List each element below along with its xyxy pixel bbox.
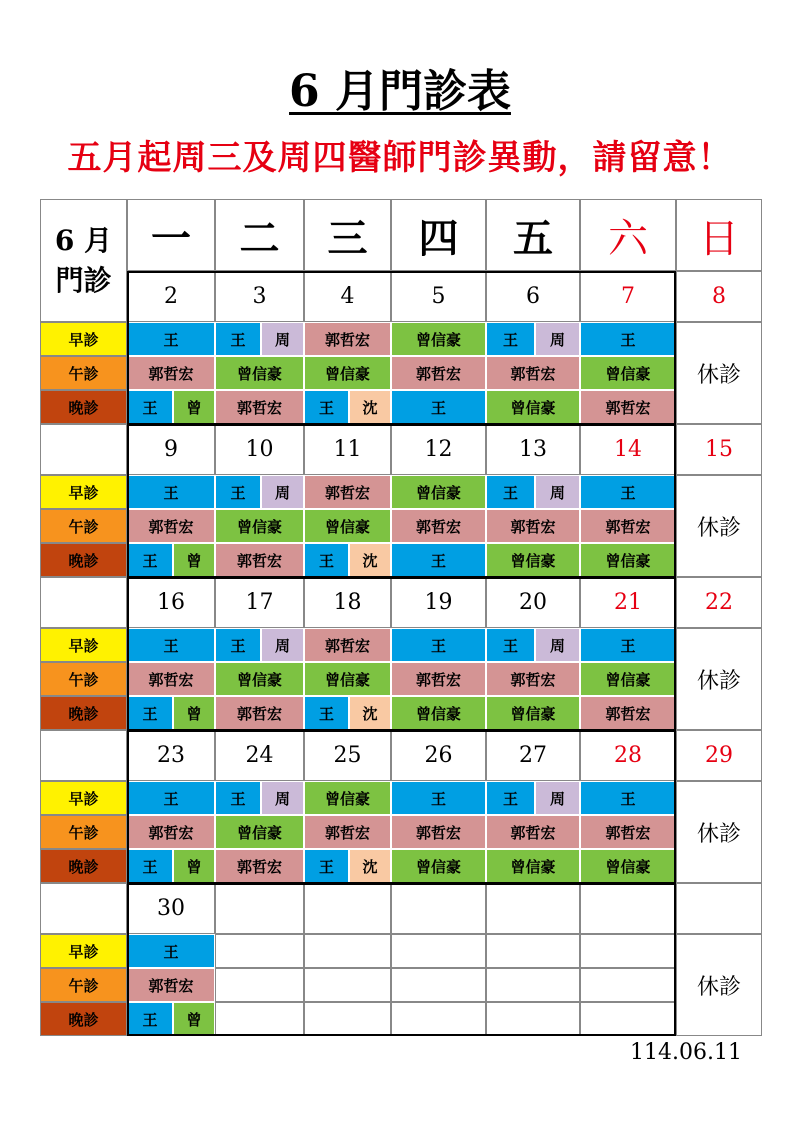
date-number: 21 — [580, 577, 676, 628]
doctor-slot: 郭哲宏 — [127, 356, 215, 390]
doctor-slot: 王 — [127, 934, 215, 968]
session-label: 晚診 — [40, 390, 127, 424]
doctor-slot: 沈 — [349, 849, 391, 883]
doctor-slot: 郭哲宏 — [215, 390, 304, 424]
doctor-slot: 王 — [391, 390, 486, 424]
empty-slot — [391, 934, 486, 968]
date-number: 15 — [676, 424, 762, 475]
date-number: 22 — [676, 577, 762, 628]
session-label: 早診 — [40, 628, 127, 662]
doctor-slot: 王 — [215, 781, 261, 815]
doctor-slot: 王 — [304, 543, 349, 577]
doctor-slot: 周 — [535, 322, 580, 356]
doctor-slot: 郭哲宏 — [486, 815, 580, 849]
doctor-slot: 郭哲宏 — [580, 390, 676, 424]
doctor-slot: 曾 — [173, 390, 215, 424]
doctor-slot: 郭哲宏 — [486, 356, 580, 390]
doctor-slot: 王 — [391, 628, 486, 662]
notice-text: 五月起周三及周四醫師門診異動，請留意！ — [67, 138, 733, 178]
doctor-slot: 王 — [127, 696, 173, 730]
doctor-slot: 周 — [261, 628, 304, 662]
doctor-slot: 郭哲宏 — [486, 662, 580, 696]
date-number: 28 — [580, 730, 676, 781]
doctor-slot: 王 — [486, 322, 535, 356]
empty-slot — [304, 1002, 391, 1036]
doctor-slot: 曾信豪 — [304, 356, 391, 390]
doctor-slot: 曾信豪 — [215, 509, 304, 543]
label-blank — [40, 730, 127, 781]
session-label: 午診 — [40, 968, 127, 1002]
date-number: 10 — [215, 424, 304, 475]
empty-slot — [304, 968, 391, 1002]
date-number: 24 — [215, 730, 304, 781]
doctor-slot: 曾信豪 — [304, 781, 391, 815]
month-label-line2: 門診 — [55, 263, 112, 297]
empty-slot — [486, 968, 580, 1002]
doctor-slot: 曾 — [173, 543, 215, 577]
doctor-slot: 曾信豪 — [391, 849, 486, 883]
doctor-slot: 王 — [486, 781, 535, 815]
doctor-slot: 王 — [486, 628, 535, 662]
date-number: 8 — [676, 271, 762, 322]
doctor-slot: 曾信豪 — [391, 475, 486, 509]
session-label: 晚診 — [40, 1002, 127, 1036]
doctor-slot: 曾信豪 — [486, 543, 580, 577]
weekday-header: 日 — [676, 199, 762, 271]
empty-slot — [391, 1002, 486, 1036]
doctor-slot: 王 — [304, 696, 349, 730]
month-label-line1: 6 月 — [54, 223, 113, 257]
session-label: 午診 — [40, 662, 127, 696]
doctor-slot: 王 — [215, 475, 261, 509]
date-number — [676, 883, 762, 934]
doctor-slot: 王 — [391, 781, 486, 815]
date-number: 9 — [127, 424, 215, 475]
doctor-slot: 曾信豪 — [486, 849, 580, 883]
doctor-slot: 郭哲宏 — [127, 968, 215, 1002]
week-divider — [127, 576, 676, 579]
doctor-slot: 曾信豪 — [580, 356, 676, 390]
doctor-slot: 郭哲宏 — [391, 509, 486, 543]
date-number: 5 — [391, 271, 486, 322]
doctor-slot: 王 — [580, 475, 676, 509]
month-label — [40, 199, 127, 322]
date-number — [580, 883, 676, 934]
empty-slot — [580, 934, 676, 968]
doctor-slot: 郭哲宏 — [127, 509, 215, 543]
doctor-slot: 沈 — [349, 543, 391, 577]
doctor-slot: 郭哲宏 — [391, 356, 486, 390]
doctor-slot: 郭哲宏 — [391, 815, 486, 849]
doctor-slot: 王 — [127, 322, 215, 356]
weekday-header: 二 — [215, 199, 304, 271]
session-label: 午診 — [40, 356, 127, 390]
doctor-slot: 周 — [535, 628, 580, 662]
closed-label: 休診 — [676, 628, 762, 730]
date-number: 2 — [127, 271, 215, 322]
doctor-slot: 沈 — [349, 696, 391, 730]
empty-slot — [580, 1002, 676, 1036]
date-number: 3 — [215, 271, 304, 322]
doctor-slot: 曾信豪 — [304, 662, 391, 696]
doctor-slot: 王 — [580, 781, 676, 815]
empty-slot — [215, 934, 304, 968]
doctor-slot: 周 — [261, 475, 304, 509]
doctor-slot: 王 — [304, 390, 349, 424]
date-number: 17 — [215, 577, 304, 628]
doctor-slot: 沈 — [349, 390, 391, 424]
doctor-slot: 郭哲宏 — [304, 475, 391, 509]
doctor-slot: 郭哲宏 — [304, 815, 391, 849]
date-number: 30 — [127, 883, 215, 934]
weekday-header: 五 — [486, 199, 580, 271]
doctor-slot: 王 — [127, 781, 215, 815]
doctor-slot: 王 — [391, 543, 486, 577]
doctor-slot: 周 — [535, 475, 580, 509]
date-number: 26 — [391, 730, 486, 781]
doctor-slot: 周 — [261, 322, 304, 356]
doctor-slot: 王 — [486, 475, 535, 509]
doctor-slot: 王 — [580, 628, 676, 662]
doctor-slot: 郭哲宏 — [580, 696, 676, 730]
doctor-slot: 王 — [127, 475, 215, 509]
label-blank — [40, 424, 127, 475]
doctor-slot: 王 — [215, 322, 261, 356]
date-number: 25 — [304, 730, 391, 781]
doctor-slot: 曾信豪 — [580, 849, 676, 883]
doctor-slot: 郭哲宏 — [215, 543, 304, 577]
week-divider — [127, 729, 676, 732]
doctor-slot: 曾信豪 — [215, 662, 304, 696]
doctor-slot: 曾信豪 — [215, 356, 304, 390]
date-number: 6 — [486, 271, 580, 322]
empty-slot — [304, 934, 391, 968]
session-label: 早診 — [40, 781, 127, 815]
closed-label: 休診 — [676, 934, 762, 1036]
label-blank — [40, 577, 127, 628]
doctor-slot: 曾信豪 — [391, 696, 486, 730]
date-number: 23 — [127, 730, 215, 781]
doctor-slot: 曾信豪 — [304, 509, 391, 543]
date-number: 11 — [304, 424, 391, 475]
date-number: 16 — [127, 577, 215, 628]
label-blank — [40, 883, 127, 934]
update-date: 114.06.11 — [630, 1040, 742, 1065]
doctor-slot: 王 — [127, 1002, 173, 1036]
session-label: 午診 — [40, 509, 127, 543]
doctor-slot: 曾 — [173, 1002, 215, 1036]
weekday-header: 六 — [580, 199, 676, 271]
weekday-header: 一 — [127, 199, 215, 271]
doctor-slot: 郭哲宏 — [486, 509, 580, 543]
doctor-slot: 郭哲宏 — [580, 509, 676, 543]
date-number: 18 — [304, 577, 391, 628]
doctor-slot: 王 — [127, 543, 173, 577]
doctor-slot: 周 — [261, 781, 304, 815]
date-number: 4 — [304, 271, 391, 322]
doctor-slot: 郭哲宏 — [127, 662, 215, 696]
page-title: 6 月門診表 — [289, 66, 511, 117]
doctor-slot: 郭哲宏 — [304, 628, 391, 662]
doctor-slot: 郭哲宏 — [215, 849, 304, 883]
date-number — [215, 883, 304, 934]
doctor-slot: 郭哲宏 — [215, 696, 304, 730]
session-label: 午診 — [40, 815, 127, 849]
doctor-slot: 曾 — [173, 696, 215, 730]
empty-slot — [486, 934, 580, 968]
date-number: 7 — [580, 271, 676, 322]
date-number: 12 — [391, 424, 486, 475]
doctor-slot: 王 — [127, 390, 173, 424]
date-number — [391, 883, 486, 934]
closed-label: 休診 — [676, 781, 762, 883]
doctor-slot: 郭哲宏 — [391, 662, 486, 696]
date-number: 13 — [486, 424, 580, 475]
session-label: 晚診 — [40, 849, 127, 883]
date-number: 27 — [486, 730, 580, 781]
doctor-slot: 曾信豪 — [391, 322, 486, 356]
doctor-slot: 曾信豪 — [215, 815, 304, 849]
date-number — [486, 883, 580, 934]
week-divider — [127, 882, 676, 885]
weekday-header: 四 — [391, 199, 486, 271]
week-divider — [127, 423, 676, 426]
empty-slot — [215, 1002, 304, 1036]
doctor-slot: 王 — [304, 849, 349, 883]
empty-slot — [580, 968, 676, 1002]
session-label: 早診 — [40, 322, 127, 356]
date-number: 20 — [486, 577, 580, 628]
date-number: 14 — [580, 424, 676, 475]
doctor-slot: 郭哲宏 — [304, 322, 391, 356]
date-number — [304, 883, 391, 934]
weekday-header: 三 — [304, 199, 391, 271]
doctor-slot: 曾信豪 — [486, 696, 580, 730]
date-number: 29 — [676, 730, 762, 781]
doctor-slot: 曾信豪 — [486, 390, 580, 424]
doctor-slot: 周 — [535, 781, 580, 815]
session-label: 晚診 — [40, 696, 127, 730]
doctor-slot: 曾 — [173, 849, 215, 883]
session-label: 早診 — [40, 934, 127, 968]
doctor-slot: 曾信豪 — [580, 543, 676, 577]
doctor-slot: 王 — [127, 849, 173, 883]
closed-label: 休診 — [676, 475, 762, 577]
doctor-slot: 郭哲宏 — [580, 815, 676, 849]
doctor-slot: 王 — [127, 628, 215, 662]
empty-slot — [215, 968, 304, 1002]
doctor-slot: 郭哲宏 — [127, 815, 215, 849]
doctor-slot: 王 — [215, 628, 261, 662]
doctor-slot: 王 — [580, 322, 676, 356]
closed-label: 休診 — [676, 322, 762, 424]
empty-slot — [391, 968, 486, 1002]
doctor-slot: 曾信豪 — [580, 662, 676, 696]
session-label: 晚診 — [40, 543, 127, 577]
session-label: 早診 — [40, 475, 127, 509]
date-number: 19 — [391, 577, 486, 628]
empty-slot — [486, 1002, 580, 1036]
